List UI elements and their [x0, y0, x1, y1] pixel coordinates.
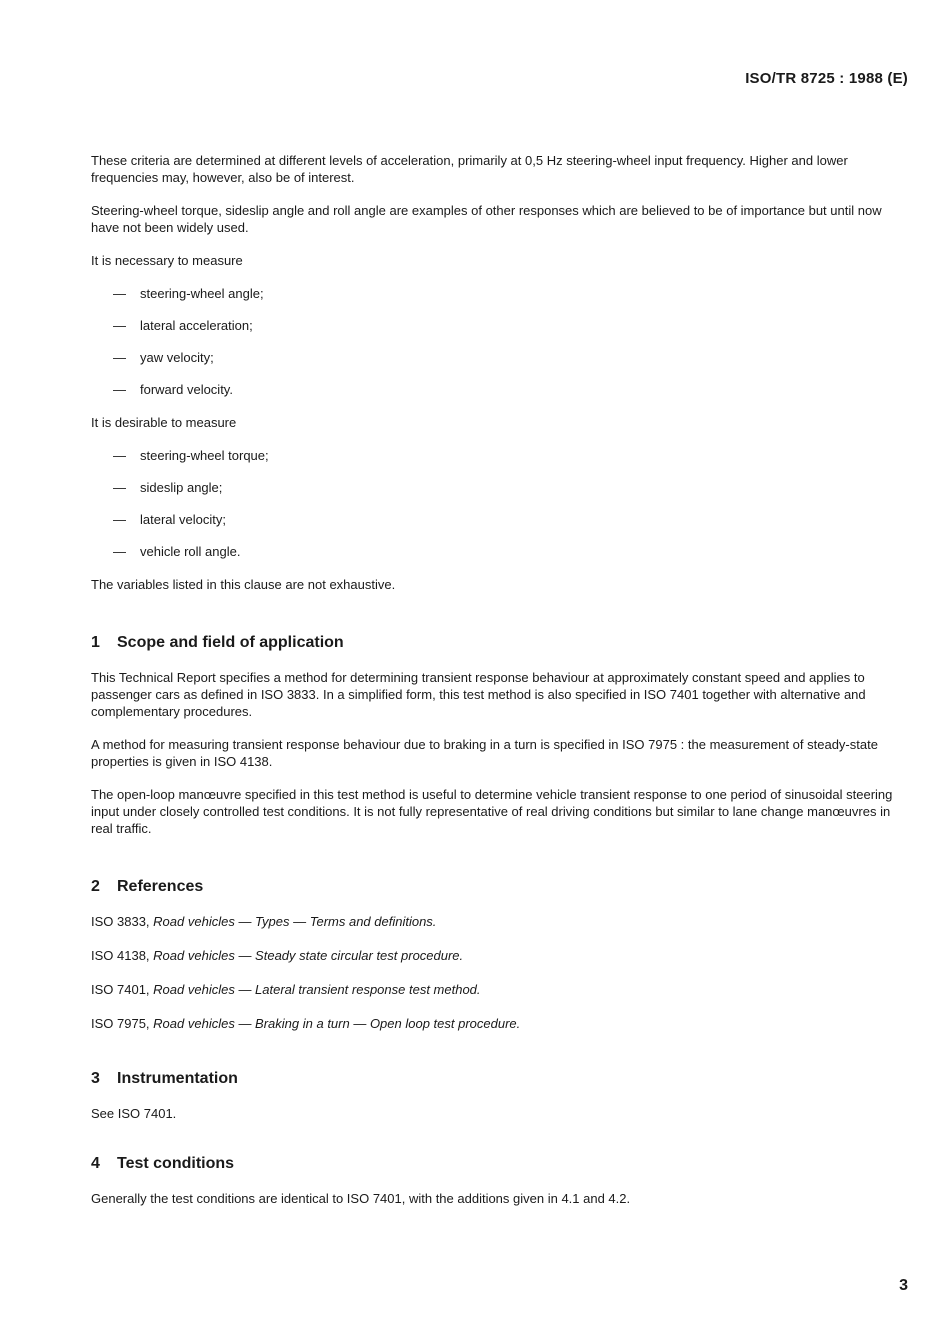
section-title: Scope and field of application: [117, 634, 344, 651]
intro-paragraph-1: These criteria are determined at different levels of acceleration, primarily at 0,5 Hz steering-wheel input frequency. Higher and lower frequencies may, however, also be of interest.: [91, 153, 848, 185]
list-item: [91, 381, 909, 398]
section-title: References: [117, 878, 204, 895]
intro-paragraph-2: Steering-wheel torque, sideslip angle and roll angle are examples of other responses which are believed to be of importance but until now have not been widely used.: [91, 203, 882, 235]
section-title: Test conditions: [117, 1155, 235, 1172]
necessary-lead: It is necessary to measure: [91, 253, 243, 268]
reference-item: [91, 1015, 909, 1032]
reference-title: Road vehicles — Lateral transient response test method.: [153, 982, 481, 997]
list-item: [91, 511, 909, 528]
list-item-text: vehicle roll angle.: [140, 544, 241, 559]
section-number: 3: [91, 1070, 100, 1087]
list-item-text: steering-wheel angle;: [140, 286, 264, 301]
reference-code: ISO 7975,: [91, 1016, 150, 1031]
dash-mark: —: [113, 286, 126, 301]
section-4-heading: [91, 1154, 909, 1174]
section-3-heading: [91, 1069, 909, 1089]
section-1-paragraph-2: A method for measuring transient response behaviour due to braking in a turn is specified in ISO 7975 : the measurement of steady-state properties is given in ISO 4138.: [91, 737, 878, 769]
section-3-paragraph-1: See ISO 7401.: [91, 1106, 177, 1121]
section-2-heading: [91, 877, 909, 897]
reference-title: Road vehicles — Steady state circular test procedure.: [153, 948, 464, 963]
list-item: [91, 543, 909, 560]
reference-title: Road vehicles — Braking in a turn — Open loop test procedure.: [153, 1016, 521, 1031]
list-item: [91, 285, 909, 302]
page-content: [91, 152, 909, 1223]
list-item-text: lateral acceleration;: [140, 318, 253, 333]
reference-code: ISO 4138,: [91, 948, 150, 963]
list-item: [91, 317, 909, 334]
reference-code: ISO 7401,: [91, 982, 150, 997]
reference-code: ISO 3833,: [91, 914, 150, 929]
dash-mark: —: [113, 318, 126, 333]
section-number: 1: [91, 634, 100, 651]
section-4-paragraph-1: Generally the test conditions are identical to ISO 7401, with the additions given in 4.1 and 4.2.: [91, 1191, 631, 1206]
intro-closing: The variables listed in this clause are not exhaustive.: [91, 577, 396, 592]
reference-title: Road vehicles — Types — Terms and definitions.: [153, 914, 437, 929]
section-1-heading: [91, 633, 909, 653]
list-item-text: sideslip angle;: [140, 480, 223, 495]
dash-mark: —: [113, 544, 126, 559]
list-item-text: lateral velocity;: [140, 512, 226, 527]
reference-item: [91, 947, 909, 964]
dash-mark: —: [113, 480, 126, 495]
dash-mark: —: [113, 448, 126, 463]
list-item-text: forward velocity.: [140, 382, 233, 397]
list-item-text: yaw velocity;: [140, 350, 214, 365]
page-number: 3: [899, 1277, 908, 1294]
list-item: [91, 447, 909, 464]
section-title: Instrumentation: [117, 1070, 238, 1087]
dash-mark: —: [113, 350, 126, 365]
desirable-list: [91, 447, 909, 560]
list-item-text: steering-wheel torque;: [140, 448, 269, 463]
references-list: [91, 913, 909, 1032]
document-header: ISO/TR 8725 : 1988 (E): [745, 70, 908, 87]
desirable-lead: It is desirable to measure: [91, 415, 237, 430]
reference-item: [91, 913, 909, 930]
dash-mark: —: [113, 382, 126, 397]
section-1-paragraph-3: The open-loop manœuvre specified in this test method is useful to determine vehicle transient response to one period of sinusoidal steering input under closely controlled test conditions. It is not fully representative of real driving conditions but similar to lane change manœuvres in real traffic.: [91, 787, 893, 836]
reference-item: [91, 981, 909, 998]
list-item: [91, 349, 909, 366]
section-number: 4: [91, 1155, 100, 1172]
dash-mark: —: [113, 512, 126, 527]
section-1-paragraph-1: This Technical Report specifies a method for determining transient response behaviour at approximately constant speed and applies to passenger cars as defined in ISO 3833. In a simplified form, this test method is also specified in ISO 7401 together with alternative and complementary procedures.: [91, 670, 866, 719]
list-item: [91, 479, 909, 496]
section-number: 2: [91, 878, 100, 895]
necessary-list: [91, 285, 909, 398]
